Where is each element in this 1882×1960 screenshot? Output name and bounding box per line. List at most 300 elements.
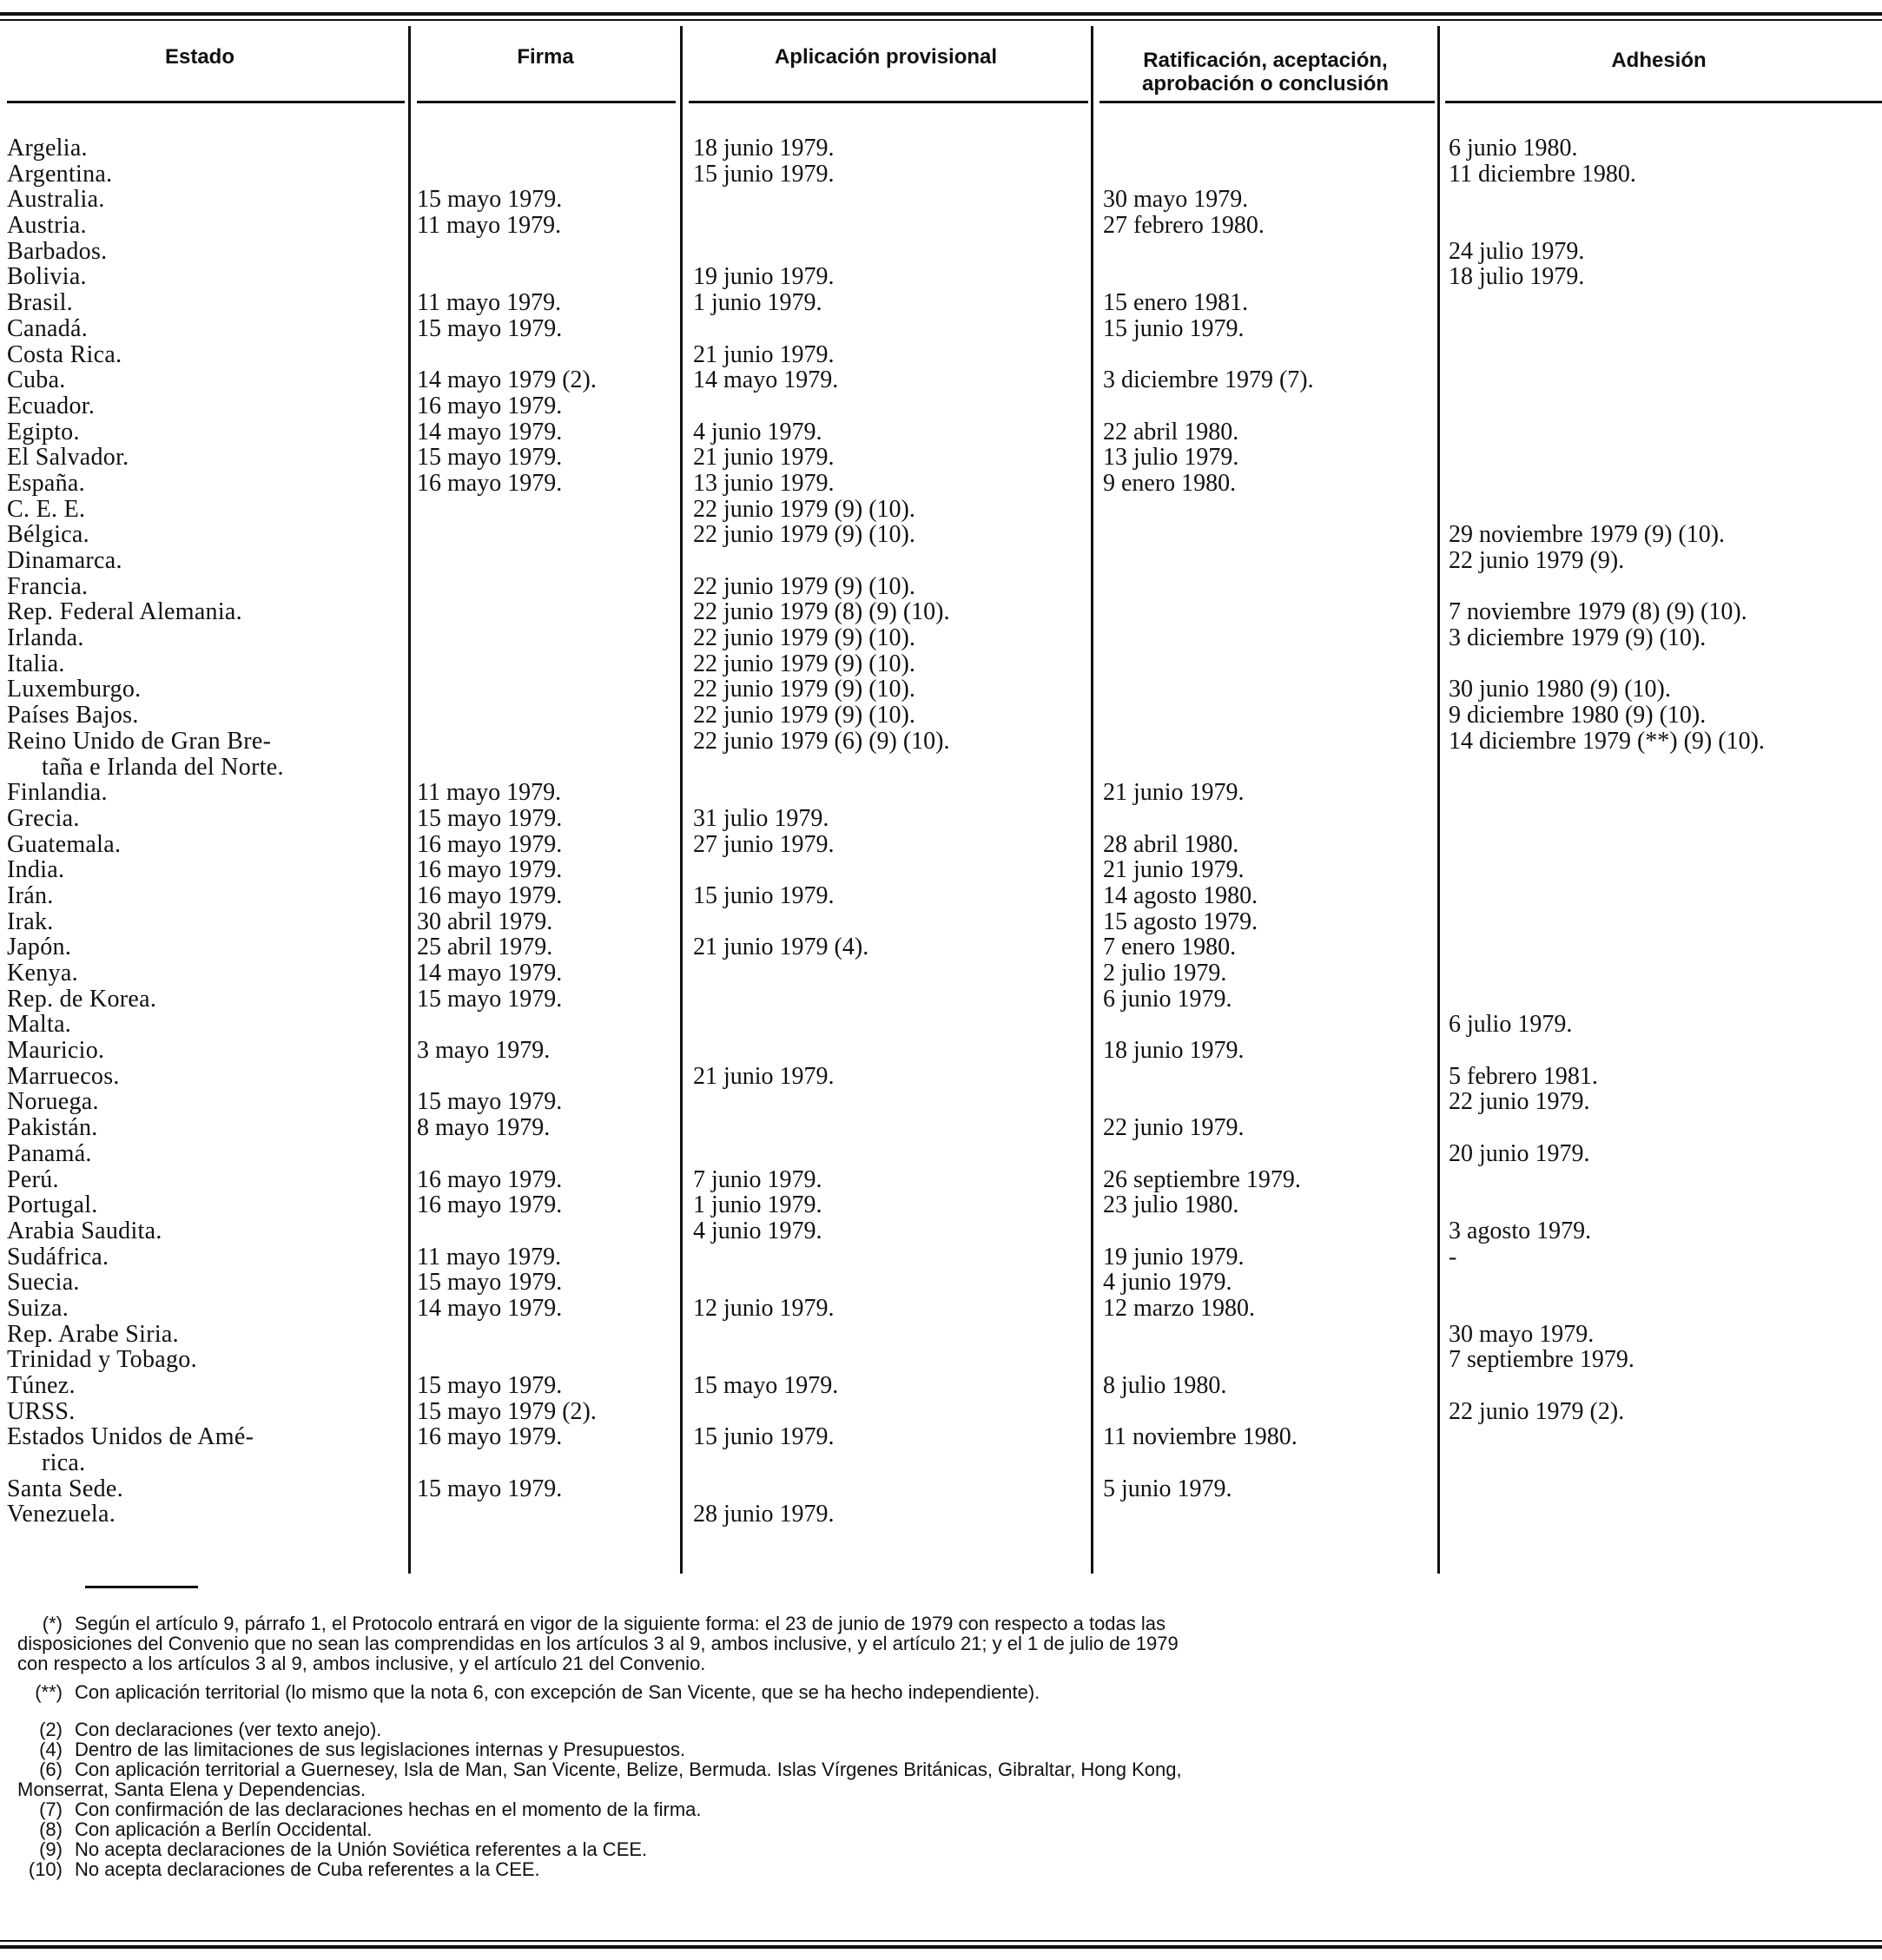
adhesion-cell bbox=[1449, 883, 1879, 909]
firma-cell bbox=[417, 1064, 673, 1090]
footnote-double-star-marker: (**) bbox=[35, 1681, 63, 1703]
aplicacion-cell: 4 junio 1979. bbox=[693, 418, 822, 445]
firma-cell: 16 mayo 1979. bbox=[417, 1191, 563, 1219]
estado-cell: Arabia Saudita. bbox=[7, 1217, 162, 1244]
footnote-double-star-text: Con aplicación territorial (lo mismo que la nota 6, con excepción de San Vicente, que se ha hecho independiente). bbox=[75, 1681, 1040, 1703]
ratificacion-cell: 27 febrero 1980. bbox=[1103, 212, 1265, 240]
estado-cell: Austria. bbox=[7, 212, 87, 240]
footnote-text: Con aplicación a Berlín Occidental. bbox=[75, 1818, 373, 1840]
aplicacion-cell: 19 junio 1979. bbox=[693, 263, 835, 291]
column-adhesion bbox=[1449, 135, 1879, 1528]
aplicacion-cell bbox=[693, 857, 1088, 883]
ratificacion-cell: 15 agosto 1979. bbox=[1103, 907, 1258, 935]
aplicacion-cell: 21 junio 1979. bbox=[693, 1062, 835, 1090]
estado-cell: Bélgica. bbox=[7, 521, 89, 549]
estado-cell: rica. bbox=[42, 1449, 86, 1477]
estado-cell: Canadá. bbox=[7, 314, 89, 342]
adhesion-cell bbox=[1449, 1167, 1879, 1193]
estado-cell: URSS. bbox=[7, 1397, 76, 1425]
firma-cell bbox=[417, 162, 673, 188]
firma-cell bbox=[417, 135, 673, 162]
firma-cell: 14 mayo 1979. bbox=[417, 1294, 563, 1322]
ratificacion-cell bbox=[1103, 1399, 1435, 1425]
adhesion-cell bbox=[1449, 1115, 1879, 1141]
ratificacion-cell bbox=[1103, 1218, 1435, 1244]
estado-cell: Luxemburgo. bbox=[7, 676, 142, 703]
adhesion-cell bbox=[1449, 909, 1879, 935]
aplicacion-cell bbox=[693, 1115, 1088, 1141]
ratificacion-cell: 8 julio 1980. bbox=[1103, 1372, 1227, 1399]
adhesion-cell: 30 mayo 1979. bbox=[1449, 1320, 1595, 1348]
aplicacion-cell: 13 junio 1979. bbox=[693, 469, 835, 497]
ratificacion-cell: 26 septiembre 1979. bbox=[1103, 1165, 1301, 1193]
adhesion-cell bbox=[1449, 1296, 1879, 1322]
aplicacion-cell bbox=[693, 1038, 1088, 1064]
aplicacion-cell: 18 junio 1979. bbox=[693, 135, 835, 162]
aplicacion-cell bbox=[693, 780, 1088, 806]
footnotes bbox=[17, 1614, 1876, 1879]
ratificacion-cell bbox=[1103, 755, 1435, 781]
ratificacion-cell: 15 enero 1981. bbox=[1103, 289, 1249, 317]
adhesion-cell bbox=[1449, 290, 1879, 316]
header-ratificacion bbox=[1096, 49, 1435, 96]
footnote-text: Con aplicación territorial a Guernesey, Isla de Man, San Vicente, Belize, Bermuda. Islas Vírgenes Británicas, Gibraltar, Hong Kong, bbox=[75, 1759, 1182, 1780]
footnote-item bbox=[17, 1779, 1876, 1799]
estado-cell: Perú. bbox=[7, 1165, 59, 1193]
estado-cell: El Salvador. bbox=[7, 444, 129, 472]
estado-cell: Rep. Federal Alemania. bbox=[7, 598, 242, 626]
adhesion-cell bbox=[1449, 755, 1879, 781]
estado-cell: Irán. bbox=[7, 881, 54, 909]
estado-cell: Ecuador. bbox=[7, 392, 96, 419]
estado-cell: Irlanda. bbox=[7, 624, 84, 652]
footnote-item bbox=[17, 1739, 1876, 1759]
estado-cell: Mauricio. bbox=[7, 1037, 105, 1065]
aplicacion-cell bbox=[693, 1270, 1088, 1296]
estado-cell: Panamá. bbox=[7, 1139, 92, 1167]
ratificacion-cell bbox=[1103, 625, 1435, 651]
aplicacion-cell: 22 junio 1979 (8) (9) (10). bbox=[693, 598, 950, 626]
firma-cell bbox=[417, 239, 673, 265]
firma-cell bbox=[417, 1347, 673, 1373]
header-estado: Estado bbox=[164, 45, 234, 69]
estado-cell: Italia. bbox=[7, 650, 65, 677]
estado-cell: Trinidad y Tobago. bbox=[7, 1346, 197, 1374]
estado-cell: Malta. bbox=[7, 1011, 72, 1039]
adhesion-cell bbox=[1449, 1450, 1879, 1476]
adhesion-cell: 7 noviembre 1979 (8) (9) (10). bbox=[1449, 598, 1747, 626]
estado-cell: Marruecos. bbox=[7, 1062, 120, 1090]
column-aplicacion bbox=[693, 135, 1088, 1528]
aplicacion-cell: 15 junio 1979. bbox=[693, 881, 835, 909]
adhesion-cell bbox=[1449, 934, 1879, 960]
footnote-star-line1: Según el artículo 9, párrafo 1, el Protocolo entrará en vigor de la siguiente forma: el 23 de junio de 1979 con respecto a todas las bbox=[75, 1613, 1166, 1634]
estado-cell: Francia. bbox=[7, 572, 89, 600]
firma-cell: 15 mayo 1979. bbox=[417, 1269, 563, 1297]
aplicacion-cell: 21 junio 1979. bbox=[693, 444, 835, 472]
firma-cell: 11 mayo 1979. bbox=[417, 289, 562, 317]
aplicacion-cell: 22 junio 1979 (6) (9) (10). bbox=[693, 727, 950, 755]
ratificacion-cell bbox=[1103, 1501, 1435, 1528]
ratificacion-cell bbox=[1103, 1012, 1435, 1038]
firma-cell: 16 mayo 1979. bbox=[417, 830, 563, 858]
firma-cell bbox=[417, 1501, 673, 1528]
firma-cell: 15 mayo 1979. bbox=[417, 1372, 563, 1399]
firma-cell bbox=[417, 264, 673, 290]
estado-cell: Kenya. bbox=[7, 960, 78, 987]
footnote-star-marker: (*) bbox=[42, 1613, 63, 1634]
ratificacion-cell: 6 junio 1979. bbox=[1103, 985, 1232, 1013]
ratificacion-cell bbox=[1103, 1064, 1435, 1090]
firma-cell: 15 mayo 1979. bbox=[417, 186, 563, 214]
firma-cell: 11 mayo 1979. bbox=[417, 212, 562, 240]
ratificacion-cell: 3 diciembre 1979 (7). bbox=[1103, 366, 1314, 394]
estado-cell: Sudáfrica. bbox=[7, 1243, 109, 1270]
ratificacion-cell: 21 junio 1979. bbox=[1103, 856, 1245, 884]
aplicacion-cell: 22 junio 1979 (9) (10). bbox=[693, 650, 915, 677]
aplicacion-cell: 22 junio 1979 (9) (10). bbox=[693, 624, 915, 652]
estado-cell: Rep. de Korea. bbox=[7, 985, 157, 1013]
top-rule-thin bbox=[0, 19, 1882, 21]
aplicacion-cell: 12 junio 1979. bbox=[693, 1294, 835, 1322]
firma-cell bbox=[417, 522, 673, 548]
estado-cell: Dinamarca. bbox=[7, 547, 122, 574]
ratificacion-cell: 12 marzo 1980. bbox=[1103, 1294, 1255, 1322]
firma-cell: 16 mayo 1979. bbox=[417, 392, 563, 419]
firma-cell: 15 mayo 1979. bbox=[417, 444, 563, 472]
firma-cell bbox=[417, 703, 673, 729]
footnote-item bbox=[17, 1719, 1876, 1739]
adhesion-cell: 30 junio 1980 (9) (10). bbox=[1449, 676, 1671, 703]
estado-cell: Pakistán. bbox=[7, 1114, 98, 1142]
firma-cell: 11 mayo 1979. bbox=[417, 1243, 562, 1270]
ratificacion-cell bbox=[1103, 1347, 1435, 1373]
footnote-item bbox=[17, 1859, 1876, 1879]
header-underline-adhesion bbox=[1445, 101, 1882, 103]
adhesion-cell: 11 diciembre 1980. bbox=[1449, 160, 1636, 188]
ratificacion-cell bbox=[1103, 806, 1435, 832]
footnote-text: Con confirmación de las declaraciones hechas en el momento de la firma. bbox=[75, 1798, 702, 1820]
firma-cell: 15 mayo 1979 (2). bbox=[417, 1397, 597, 1425]
column-divider-1 bbox=[408, 26, 411, 1574]
ratificacion-cell bbox=[1103, 599, 1435, 625]
estado-cell: Japón. bbox=[7, 934, 72, 961]
ratificacion-cell: 14 agosto 1980. bbox=[1103, 881, 1258, 909]
estado-cell: Irak. bbox=[7, 907, 54, 935]
footnote-marker: (7) bbox=[39, 1798, 63, 1820]
aplicacion-cell bbox=[693, 960, 1088, 987]
aplicacion-cell bbox=[693, 187, 1088, 213]
firma-cell: 11 mayo 1979. bbox=[417, 779, 562, 807]
firma-cell: 3 mayo 1979. bbox=[417, 1037, 551, 1065]
estado-cell: Reino Unido de Gran Bre- bbox=[7, 727, 272, 755]
estado-cell: Suecia. bbox=[7, 1269, 80, 1297]
ratificacion-cell: 21 junio 1979. bbox=[1103, 779, 1245, 807]
firma-cell bbox=[417, 651, 673, 677]
footnote-text: Monserrat, Santa Elena y Dependencias. bbox=[17, 1779, 366, 1800]
adhesion-cell bbox=[1449, 987, 1879, 1013]
ratificacion-cell bbox=[1103, 1089, 1435, 1115]
header-ratificacion-line2: aprobación o conclusión bbox=[1141, 72, 1390, 96]
estado-cell: Bolivia. bbox=[7, 263, 87, 291]
footnote-marker: (8) bbox=[39, 1818, 63, 1840]
adhesion-cell bbox=[1449, 806, 1879, 832]
estado-cell: Barbados. bbox=[7, 237, 108, 265]
firma-cell bbox=[417, 1012, 673, 1038]
estado-cell: Argentina. bbox=[7, 160, 113, 188]
estado-cell: Rep. Arabe Siria. bbox=[7, 1320, 179, 1348]
ratificacion-cell: 19 junio 1979. bbox=[1103, 1243, 1245, 1270]
aplicacion-cell: 27 junio 1979. bbox=[693, 830, 835, 858]
header-underline-ratificacion bbox=[1099, 101, 1435, 103]
adhesion-cell: - bbox=[1449, 1243, 1457, 1270]
adhesion-cell bbox=[1449, 1038, 1879, 1064]
aplicacion-cell bbox=[693, 1141, 1088, 1167]
estado-cell: C. E. E. bbox=[7, 495, 86, 523]
aplicacion-cell bbox=[693, 987, 1088, 1013]
top-rule-thick bbox=[0, 12, 1882, 16]
aplicacion-cell bbox=[693, 548, 1088, 574]
aplicacion-cell: 22 junio 1979 (9) (10). bbox=[693, 702, 915, 729]
estado-cell: Portugal. bbox=[7, 1191, 98, 1219]
ratificacion-cell bbox=[1103, 703, 1435, 729]
ratificacion-cell bbox=[1103, 135, 1435, 162]
header-adhesion: Adhesión bbox=[1611, 49, 1707, 72]
ratificacion-cell bbox=[1103, 651, 1435, 677]
adhesion-cell bbox=[1449, 651, 1879, 677]
estado-cell: Brasil. bbox=[7, 289, 73, 317]
adhesion-cell bbox=[1449, 1192, 1879, 1218]
adhesion-cell bbox=[1449, 1424, 1879, 1450]
header-ratificacion-line1: Ratificación, aceptación, bbox=[1143, 49, 1388, 72]
adhesion-cell bbox=[1449, 471, 1879, 497]
footnote-item bbox=[17, 1819, 1876, 1839]
estado-cell: Venezuela. bbox=[7, 1501, 116, 1528]
firma-cell bbox=[417, 1322, 673, 1348]
footnote-marker: (10) bbox=[28, 1858, 63, 1880]
aplicacion-cell bbox=[693, 1450, 1088, 1476]
ratificacion-cell bbox=[1103, 393, 1435, 419]
aplicacion-cell: 15 mayo 1979. bbox=[693, 1372, 839, 1399]
adhesion-cell bbox=[1449, 960, 1879, 987]
aplicacion-cell: 22 junio 1979 (9) (10). bbox=[693, 572, 915, 600]
aplicacion-cell bbox=[693, 755, 1088, 781]
aplicacion-cell: 15 junio 1979. bbox=[693, 160, 835, 188]
column-ratificacion bbox=[1103, 135, 1435, 1528]
firma-cell: 14 mayo 1979 (2). bbox=[417, 366, 597, 394]
adhesion-cell bbox=[1449, 1476, 1879, 1502]
ratificacion-cell: 13 julio 1979. bbox=[1103, 444, 1239, 472]
firma-cell: 15 mayo 1979. bbox=[417, 985, 563, 1013]
ratificacion-cell bbox=[1103, 729, 1435, 755]
adhesion-cell: 3 diciembre 1979 (9) (10). bbox=[1449, 624, 1707, 652]
footnote-marker: (9) bbox=[39, 1838, 63, 1860]
estado-cell: Costa Rica. bbox=[7, 340, 122, 368]
estado-cell: Cuba. bbox=[7, 366, 66, 394]
aplicacion-cell: 1 junio 1979. bbox=[693, 289, 822, 317]
firma-cell: 16 mayo 1979. bbox=[417, 1165, 563, 1193]
aplicacion-cell: 22 junio 1979 (9) (10). bbox=[693, 676, 915, 703]
aplicacion-cell bbox=[693, 1322, 1088, 1348]
adhesion-cell: 20 junio 1979. bbox=[1449, 1139, 1590, 1167]
header-underline-aplicacion bbox=[689, 101, 1088, 103]
footnote-marker: (6) bbox=[39, 1759, 63, 1780]
aplicacion-cell bbox=[693, 1347, 1088, 1373]
estado-cell: Túnez. bbox=[7, 1372, 76, 1399]
aplicacion-cell: 31 julio 1979. bbox=[693, 804, 829, 832]
aplicacion-cell: 4 junio 1979. bbox=[693, 1217, 822, 1244]
header-underline-firma bbox=[417, 101, 676, 103]
column-estado bbox=[7, 135, 400, 1528]
estado-cell: Noruega. bbox=[7, 1088, 99, 1116]
adhesion-cell bbox=[1449, 187, 1879, 213]
ratificacion-cell: 30 mayo 1979. bbox=[1103, 186, 1249, 214]
aplicacion-cell bbox=[693, 1399, 1088, 1425]
ratificacion-cell: 22 junio 1979. bbox=[1103, 1114, 1245, 1142]
adhesion-cell bbox=[1449, 1270, 1879, 1296]
adhesion-cell: 22 junio 1979 (9). bbox=[1449, 547, 1625, 574]
adhesion-cell bbox=[1449, 574, 1879, 600]
ratificacion-cell: 15 junio 1979. bbox=[1103, 314, 1245, 342]
column-divider-4 bbox=[1437, 26, 1440, 1574]
bottom-rule-thin bbox=[0, 1940, 1882, 1942]
ratificacion-cell bbox=[1103, 264, 1435, 290]
adhesion-cell: 6 julio 1979. bbox=[1449, 1011, 1573, 1039]
firma-cell: 16 mayo 1979. bbox=[417, 856, 563, 884]
adhesion-cell bbox=[1449, 316, 1879, 342]
aplicacion-cell bbox=[693, 1089, 1088, 1115]
firma-cell: 15 mayo 1979. bbox=[417, 314, 563, 342]
ratificacion-cell bbox=[1103, 574, 1435, 600]
firma-cell bbox=[417, 342, 673, 368]
aplicacion-cell: 1 junio 1979. bbox=[693, 1191, 822, 1219]
adhesion-cell bbox=[1449, 445, 1879, 471]
firma-cell bbox=[417, 729, 673, 755]
adhesion-cell bbox=[1449, 213, 1879, 239]
estado-cell: Santa Sede. bbox=[7, 1475, 123, 1502]
ratificacion-cell: 7 enero 1980. bbox=[1103, 934, 1237, 961]
estado-cell: Estados Unidos de Amé- bbox=[7, 1423, 254, 1451]
footnote-marker: (2) bbox=[39, 1719, 63, 1740]
footnote-item bbox=[17, 1799, 1876, 1819]
adhesion-cell: 7 septiembre 1979. bbox=[1449, 1346, 1634, 1374]
adhesion-cell bbox=[1449, 1373, 1879, 1399]
ratificacion-cell bbox=[1103, 1450, 1435, 1476]
firma-cell: 15 mayo 1979. bbox=[417, 1088, 563, 1116]
adhesion-cell bbox=[1449, 367, 1879, 393]
column-firma bbox=[417, 135, 673, 1528]
adhesion-cell bbox=[1449, 832, 1879, 858]
estado-cell: Argelia. bbox=[7, 135, 88, 162]
estado-cell: Grecia. bbox=[7, 804, 80, 832]
ratificacion-cell: 2 julio 1979. bbox=[1103, 960, 1227, 987]
footnote-double-star bbox=[17, 1682, 1876, 1702]
footnote-star-line2: disposiciones del Convenio que no sean las comprendidas en los artículos 3 al 9, ambos inclusive, y el artículo 21; y el 1 de julio de 1979 bbox=[17, 1633, 1179, 1654]
header-underline-estado bbox=[7, 101, 405, 103]
adhesion-cell: 5 febrero 1981. bbox=[1449, 1062, 1598, 1090]
aplicacion-cell: 14 mayo 1979. bbox=[693, 366, 839, 394]
ratificacion-cell: 22 abril 1980. bbox=[1103, 418, 1239, 445]
ratificacion-cell: 28 abril 1980. bbox=[1103, 830, 1239, 858]
firma-cell: 15 mayo 1979. bbox=[417, 804, 563, 832]
footnote-text: Dentro de las limitaciones de sus legislaciones internas y Presupuestos. bbox=[75, 1739, 686, 1760]
firma-cell bbox=[417, 1218, 673, 1244]
aplicacion-cell: 21 junio 1979. bbox=[693, 340, 835, 368]
adhesion-cell: 29 noviembre 1979 (9) (10). bbox=[1449, 521, 1726, 549]
estado-cell: Finlandia. bbox=[7, 779, 108, 807]
aplicacion-cell bbox=[693, 1012, 1088, 1038]
estado-cell: taña e Irlanda del Norte. bbox=[42, 753, 284, 781]
header-firma: Firma bbox=[517, 45, 574, 69]
firma-cell bbox=[417, 625, 673, 651]
adhesion-cell bbox=[1449, 780, 1879, 806]
adhesion-cell: 24 julio 1979. bbox=[1449, 237, 1585, 265]
ratificacion-cell: 11 noviembre 1980. bbox=[1103, 1423, 1298, 1451]
firma-cell bbox=[417, 497, 673, 523]
ratificacion-cell bbox=[1103, 676, 1435, 703]
aplicacion-cell: 7 junio 1979. bbox=[693, 1165, 822, 1193]
ratificacion-cell bbox=[1103, 1141, 1435, 1167]
adhesion-cell: 9 diciembre 1980 (9) (10). bbox=[1449, 702, 1707, 729]
estado-cell: Países Bajos. bbox=[7, 702, 139, 729]
estado-cell: Australia. bbox=[7, 186, 105, 214]
aplicacion-cell: 22 junio 1979 (9) (10). bbox=[693, 521, 915, 549]
footnote-text: No acepta declaraciones de la Unión Soviética referentes a la CEE. bbox=[75, 1838, 648, 1860]
aplicacion-cell bbox=[693, 1476, 1088, 1502]
firma-cell bbox=[417, 574, 673, 600]
ratificacion-cell bbox=[1103, 342, 1435, 368]
ratificacion-cell bbox=[1103, 522, 1435, 548]
aplicacion-cell: 21 junio 1979 (4). bbox=[693, 934, 869, 961]
firma-cell: 16 mayo 1979. bbox=[417, 1423, 563, 1451]
adhesion-cell: 6 junio 1980. bbox=[1449, 135, 1578, 162]
ratificacion-cell: 18 junio 1979. bbox=[1103, 1037, 1245, 1065]
column-divider-2 bbox=[680, 26, 683, 1574]
firma-cell: 14 mayo 1979. bbox=[417, 960, 563, 987]
column-divider-3 bbox=[1091, 26, 1093, 1574]
firma-cell bbox=[417, 676, 673, 703]
ratificacion-cell bbox=[1103, 239, 1435, 265]
aplicacion-cell bbox=[693, 393, 1088, 419]
footnote-text: Con declaraciones (ver texto anejo). bbox=[75, 1719, 382, 1740]
aplicacion-cell: 22 junio 1979 (9) (10). bbox=[693, 495, 915, 523]
firma-cell: 30 abril 1979. bbox=[417, 907, 553, 935]
ratificacion-cell: 5 junio 1979. bbox=[1103, 1475, 1232, 1502]
aplicacion-cell bbox=[693, 1244, 1088, 1270]
ratificacion-cell bbox=[1103, 1322, 1435, 1348]
firma-cell: 14 mayo 1979. bbox=[417, 418, 563, 445]
adhesion-cell bbox=[1449, 342, 1879, 368]
firma-cell bbox=[417, 599, 673, 625]
adhesion-cell: 18 julio 1979. bbox=[1449, 263, 1585, 291]
adhesion-cell bbox=[1449, 497, 1879, 523]
firma-cell bbox=[417, 755, 673, 781]
ratificacion-cell bbox=[1103, 162, 1435, 188]
aplicacion-cell bbox=[693, 239, 1088, 265]
ratificacion-cell bbox=[1103, 497, 1435, 523]
bottom-rule-thick bbox=[0, 1945, 1882, 1949]
ratificacion-cell: 23 julio 1980. bbox=[1103, 1191, 1239, 1219]
footnote-star bbox=[17, 1614, 1876, 1633]
aplicacion-cell bbox=[693, 316, 1088, 342]
footnote-separator bbox=[85, 1586, 198, 1588]
ratificacion-cell: 4 junio 1979. bbox=[1103, 1269, 1232, 1297]
adhesion-cell bbox=[1449, 857, 1879, 883]
firma-cell: 25 abril 1979. bbox=[417, 934, 553, 961]
footnote-star-line3: con respecto a los artículos 3 al 9, ambos inclusive, y el artículo 21 del Convenio. bbox=[17, 1653, 706, 1674]
firma-cell: 15 mayo 1979. bbox=[417, 1475, 563, 1502]
adhesion-cell bbox=[1449, 393, 1879, 419]
